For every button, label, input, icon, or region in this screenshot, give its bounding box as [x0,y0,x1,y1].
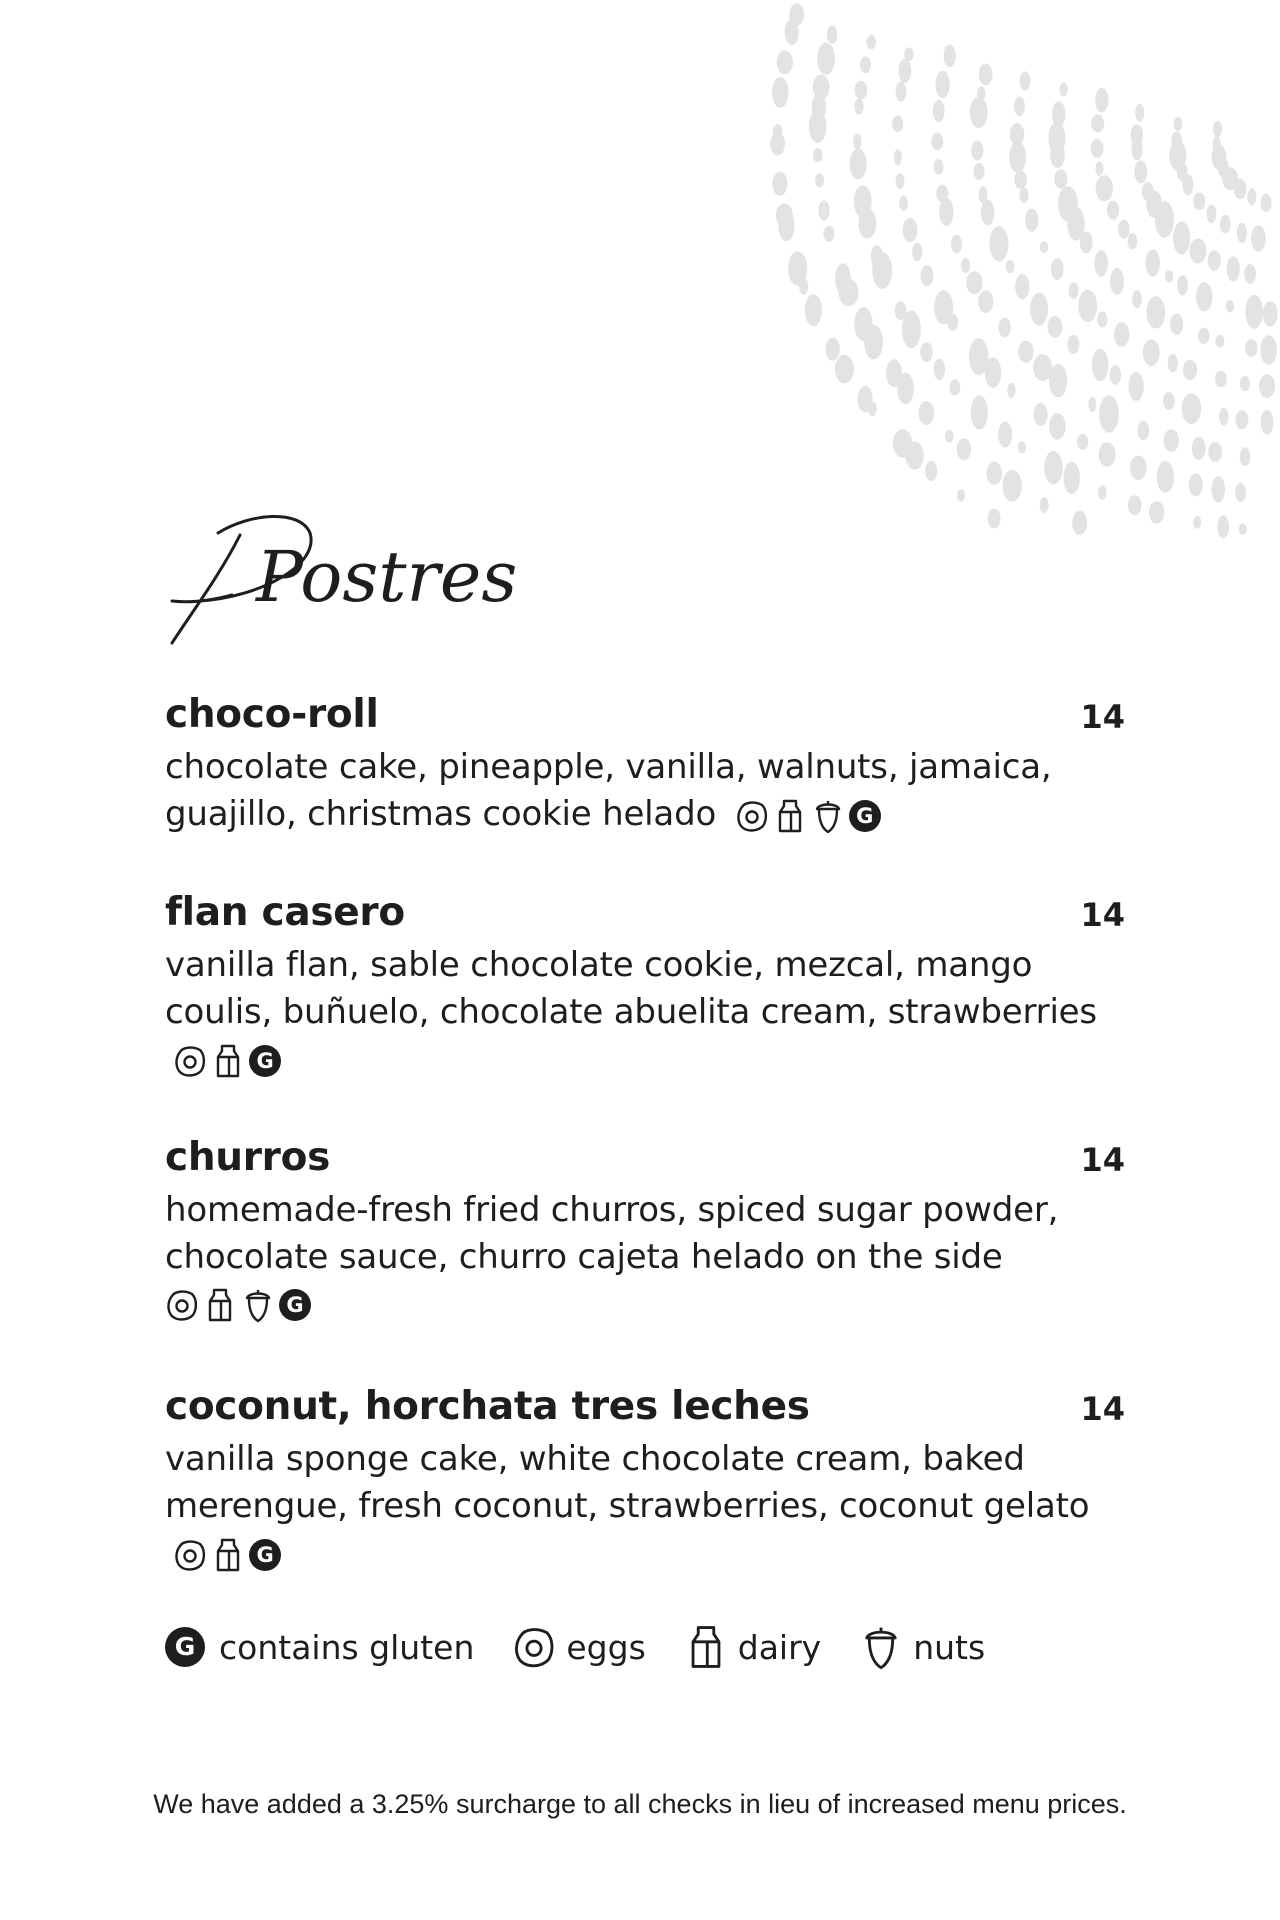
decorative-dot [1131,124,1143,146]
decorative-dot [1132,290,1141,308]
item-name: coconut, horchata tres leches [165,1384,810,1429]
decorative-dot [1107,201,1119,220]
decorative-dot [818,200,829,220]
dairy-icon [203,1287,237,1323]
decorative-dot [1091,139,1104,158]
decorative-dot [860,56,871,73]
decorative-dot [986,462,1002,485]
decorative-dot [813,148,823,162]
allergen-icons [173,1043,281,1079]
decorative-dot [1215,335,1224,348]
decorative-dot [1025,209,1038,232]
decorative-dot [1019,188,1028,203]
menu-item-flan-casero [165,886,1125,1083]
decorative-dot [1099,442,1116,467]
decorative-dot [1174,117,1183,131]
allergen-legend [165,1622,1023,1672]
item-description [165,942,1105,1083]
legend-nuts-label: nuts [913,1627,986,1667]
decorative-dot [931,133,943,150]
decorative-dot [998,318,1010,338]
decorative-dot [1040,241,1048,253]
dairy-icon [211,1043,245,1079]
decorative-dot [1251,225,1266,251]
decorative-dot [1192,437,1206,460]
item-description-text: vanilla sponge cake, white chocolate cream, baked merengue, fresh coconut, strawberries, coconut gelato [165,1439,1090,1526]
decorative-dot [919,401,935,425]
eggs-icon [735,798,769,834]
item-price: 14 [1080,1390,1125,1428]
gluten-icon: G [849,800,881,832]
decorative-dot [1212,136,1221,153]
decorative-dot [1130,456,1147,480]
decorative-dot [850,149,867,180]
decorative-dot [933,100,945,122]
decorative-dot [853,134,862,150]
decorative-dot [1006,260,1015,273]
eggs-icon [173,1043,207,1079]
decorative-dot [1072,511,1087,535]
decorative-dot [893,429,913,458]
decorative-dot [1245,339,1257,357]
decorative-dot [1078,290,1097,323]
item-price: 14 [1080,698,1125,736]
decorative-dot [1110,268,1124,295]
decorative-dot [898,59,911,83]
decorative-dot [944,45,956,68]
decorative-dot [1051,258,1064,280]
legend-dairy [684,1623,821,1671]
decorative-dot [1198,328,1210,345]
decorative-dot [1164,429,1179,452]
decorative-dot [1207,205,1217,223]
legend-dairy-label: dairy [737,1627,822,1667]
gluten-icon: G [249,1539,281,1571]
decorative-dot [1069,282,1079,299]
decorative-dot [894,149,902,165]
decorative-dot [1183,360,1197,380]
legend-gluten-label: contains gluten [219,1627,475,1667]
item-name: churros [165,1135,331,1180]
decorative-dot [1096,175,1113,201]
decorative-dot [773,124,783,139]
dairy-icon [211,1537,245,1573]
decorative-dot [1157,461,1174,493]
decorative-dot [1052,101,1065,127]
decorative-dot [854,99,863,115]
decorative-dot [854,185,872,218]
decorative-dot [817,43,835,75]
decorative-dot [1094,250,1108,277]
item-price: 14 [1080,1141,1125,1179]
decorative-dot [977,87,986,101]
decorative-dot [1020,71,1031,90]
decorative-dot [1165,270,1173,282]
decorative-dot [1088,397,1096,412]
decorative-dot [1128,495,1142,515]
eggs-icon [165,1287,199,1323]
item-description [165,1436,1105,1577]
decorative-dot [1110,365,1121,385]
decorative-dot [904,47,914,61]
decorative-dot [1247,188,1256,205]
decorative-dot [966,271,982,294]
decorative-dot [835,355,854,384]
decorative-dot [1099,395,1119,433]
decorative-dot [1170,313,1183,335]
decorative-dot [961,258,970,273]
legend-eggs [512,1623,645,1671]
decorative-dot [1244,264,1256,284]
decorative-dot [1040,497,1049,513]
menu-item-choco-roll [165,688,1125,838]
decorative-dot [835,263,851,294]
decorative-dot [813,75,830,100]
decorative-dot [1189,238,1206,263]
decorative-dot [1171,132,1182,150]
decorative-dot [871,245,883,267]
decorative-dot [826,338,840,361]
decorative-dot [1217,515,1229,538]
decorative-dot [936,185,948,203]
decorative-dot [1114,322,1129,347]
decorative-dot [776,203,793,227]
decorative-dot [892,115,903,132]
decorative-dot [1077,434,1088,450]
decorative-dot [815,173,824,187]
decorative-dot [1173,222,1190,255]
decorative-dot [1215,371,1227,388]
decorative-dot [1219,408,1229,426]
decorative-dot [1261,410,1274,435]
item-name: flan casero [165,890,405,935]
decorative-dot [1007,383,1015,398]
decorative-dot [1193,516,1201,529]
decorative-dot [777,50,793,74]
decorative-dot [988,509,1001,529]
decorative-dot [1098,485,1106,500]
decorative-dot [934,290,953,324]
decorative-dot-pattern [0,0,1280,560]
decorative-dot [998,422,1012,448]
decorative-dot [1118,220,1129,239]
allergen-icons [735,798,881,834]
decorative-dot [1059,83,1068,97]
decorative-dot [979,186,988,203]
decorative-dot [970,97,988,128]
decorative-dot [1177,275,1188,295]
decorative-dot [1189,473,1203,496]
decorative-dot [979,64,993,86]
surcharge-note: We have added a 3.25% surcharge to all checks in lieu of increased menu prices. [153,1789,1127,1819]
decorative-dot [1135,104,1144,122]
eggs-icon [512,1623,556,1671]
decorative-dot [1212,476,1226,502]
decorative-dot [1009,141,1026,173]
decorative-dot [1226,300,1234,312]
decorative-dot [788,251,807,285]
decorative-dot [1259,374,1275,398]
decorative-dot [1134,160,1147,183]
decorative-dot [1064,462,1080,494]
decorative-dot [1146,249,1160,276]
dairy-icon [773,798,807,834]
decorative-dot [855,81,868,100]
decorative-dot [1091,114,1104,132]
decorative-dot [1182,393,1202,424]
decorative-dot [1018,441,1026,453]
decorative-dot [827,25,837,44]
decorative-dot [1034,403,1048,426]
nuts-icon [811,798,845,834]
nuts-icon [241,1287,275,1323]
decorative-dot [1048,316,1063,338]
item-description-text: homemade-fresh fried churros, spiced sugar powder, chocolate sauce, churro cajeta helado on the side [165,1190,1059,1277]
decorative-dot [1030,293,1048,326]
decorative-dot [1010,123,1024,146]
decorative-dot [1138,421,1150,440]
decorative-dot [823,226,834,242]
decorative-dot [1014,171,1027,189]
allergen-icons [165,1287,1125,1323]
decorative-dot [951,235,962,254]
item-price: 14 [1080,896,1125,934]
nuts-icon [859,1623,903,1671]
decorative-dot [971,141,983,161]
decorative-dot [1018,341,1033,363]
decorative-dot [854,307,872,341]
decorative-dot [903,218,918,242]
decorative-dot [1245,295,1263,329]
item-description-text: vanilla flan, sable chocolate cookie, mezcal, mango coulis, buñuelo, chocolate abuelita cream, strawberries [165,945,1097,1032]
decorative-dot [772,77,789,108]
item-description [165,1187,1105,1281]
decorative-dot [1049,413,1066,440]
decorative-dot [1237,223,1247,243]
page-title-text: Postres [256,536,518,618]
decorative-dot [1097,311,1107,327]
menu-item-churros [165,1131,1125,1323]
decorative-dot [1095,88,1108,113]
decorative-dot [945,430,954,443]
decorative-dot [974,163,985,180]
legend-nuts [859,1623,985,1671]
decorative-dot [969,338,989,375]
decorative-dot [899,196,908,211]
decorative-dot [1058,186,1078,221]
decorative-dot [1193,193,1205,211]
menu-item-coconut-horchata-tres-leches [165,1380,1125,1577]
item-name: choco-roll [165,692,379,737]
decorative-dot [1149,501,1164,524]
decorative-dot [896,173,905,189]
decorative-dot [1163,392,1175,410]
page-title [160,505,620,650]
decorative-dot [895,301,907,320]
legend-gluten [165,1627,474,1667]
decorative-dot [921,265,934,286]
decorative-dot [978,290,993,313]
decorative-dot [858,386,873,413]
decorative-dot [1128,233,1138,250]
decorative-dot [866,35,876,50]
decorative-dot [1044,451,1063,484]
decorative-dot [957,489,965,501]
decorative-dot [1092,349,1109,382]
gluten-icon: G [249,1045,281,1077]
decorative-dot [1220,215,1231,234]
decorative-dot [1227,256,1240,281]
decorative-dot [1067,335,1079,354]
decorative-dot [1208,442,1222,462]
decorative-dot [1143,339,1160,366]
decorative-dot [1240,447,1251,466]
decorative-dot [1240,376,1250,391]
decorative-dot [1003,470,1022,502]
eggs-icon [173,1537,207,1573]
allergen-icons [173,1537,281,1573]
decorative-dot [950,379,961,395]
decorative-dot [1048,122,1065,154]
decorative-dot [989,226,1008,261]
decorative-dot [1168,354,1178,372]
decorative-dot [1095,162,1103,176]
decorative-dot [925,461,937,481]
decorative-dot [936,71,950,98]
decorative-dot [1235,410,1248,429]
decorative-dot [912,243,922,262]
decorative-dot [805,294,822,326]
decorative-dot [920,342,933,362]
gluten-icon: G [165,1627,205,1667]
decorative-dot [1142,182,1154,201]
decorative-dot [1128,372,1143,401]
decorative-dot [1054,169,1067,188]
decorative-dot [957,438,971,460]
dairy-icon [684,1623,728,1671]
decorative-dot [1014,97,1025,117]
decorative-dot [789,3,804,25]
decorative-dot [772,172,787,196]
decorative-dot [1196,282,1212,311]
legend-eggs-label: eggs [566,1627,646,1667]
decorative-dot [886,359,902,387]
decorative-dot [1239,523,1247,534]
decorative-dot [1033,354,1052,381]
decorative-dot [896,82,907,102]
decorative-dot [1261,194,1272,212]
decorative-dot [1263,301,1278,326]
decorative-dot [971,395,988,429]
decorative-dot [934,359,946,381]
decorative-dot [1235,483,1246,503]
decorative-dot [1208,250,1221,271]
item-description [165,744,1105,838]
decorative-dot [1146,296,1165,328]
decorative-dot [1260,335,1277,365]
decorative-dot [1015,274,1029,299]
gluten-icon: G [279,1289,311,1321]
decorative-dot [1213,121,1222,137]
item-description-text: chocolate cake, pineapple, vanilla, walnuts, jamaica, guajillo, christmas cookie helado [165,747,1052,834]
decorative-dot [934,159,944,175]
